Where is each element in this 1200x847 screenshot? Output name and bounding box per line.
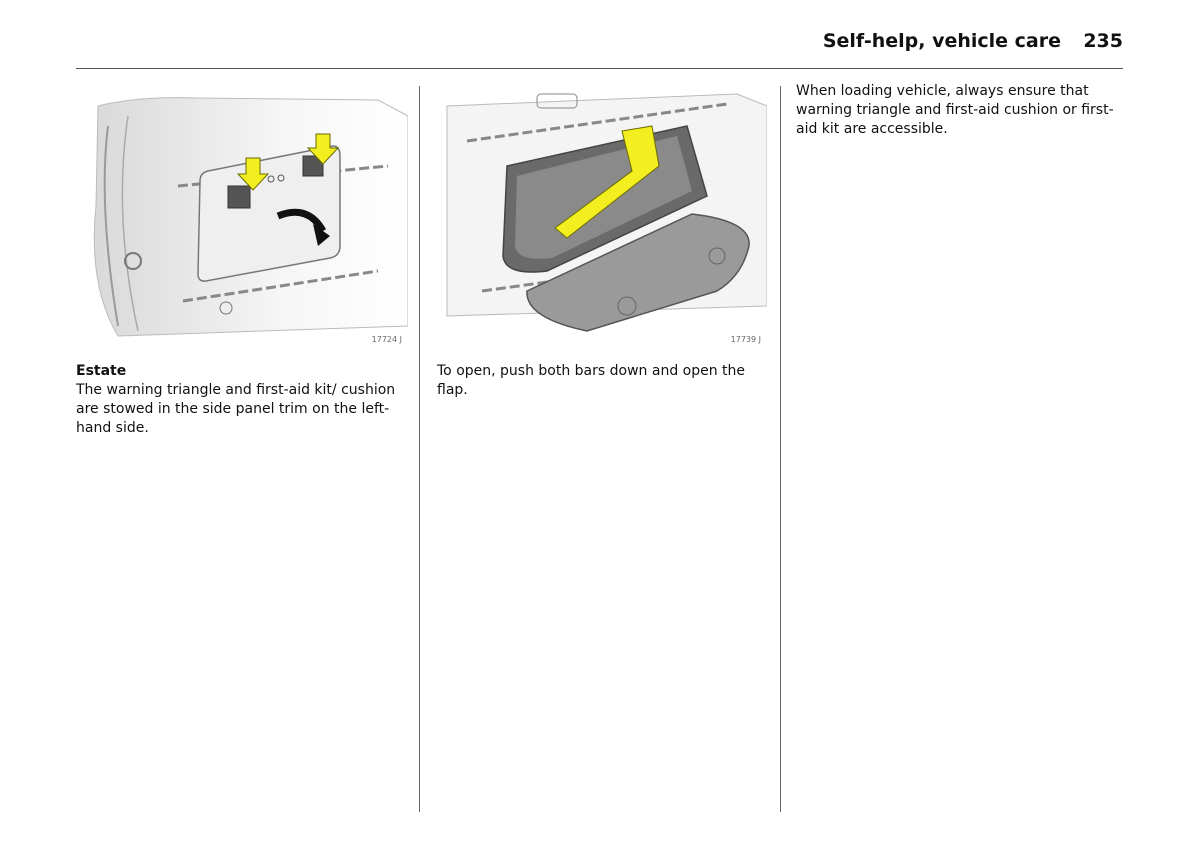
estate-body-text: The warning triangle and first-aid kit/ cushion are stowed in the side panel trim on the left-hand side. xyxy=(76,382,396,436)
loading-note-text: When loading vehicle, always ensure that warning triangle and first-aid cushion or first-aid kit are accessible. xyxy=(796,83,1114,137)
open-instructions xyxy=(437,362,767,400)
section-title: Self-help, vehicle care xyxy=(822,30,1061,52)
figure-open-flap xyxy=(437,86,767,348)
column-divider xyxy=(419,86,420,812)
open-instructions-text: To open, push both bars down and open the flap. xyxy=(437,363,746,398)
estate-section xyxy=(76,362,406,438)
page-header xyxy=(76,28,1123,69)
column-divider xyxy=(780,86,781,812)
figure-code: 17739 J xyxy=(730,335,761,344)
loading-note xyxy=(796,82,1126,139)
figure-side-panel-trim xyxy=(78,86,408,348)
figure-code: 17724 J xyxy=(371,335,402,344)
illustration-side-panel xyxy=(78,86,408,348)
page-number: 235 xyxy=(1083,30,1123,52)
illustration-open-flap xyxy=(437,86,767,348)
estate-heading: Estate xyxy=(76,363,127,379)
